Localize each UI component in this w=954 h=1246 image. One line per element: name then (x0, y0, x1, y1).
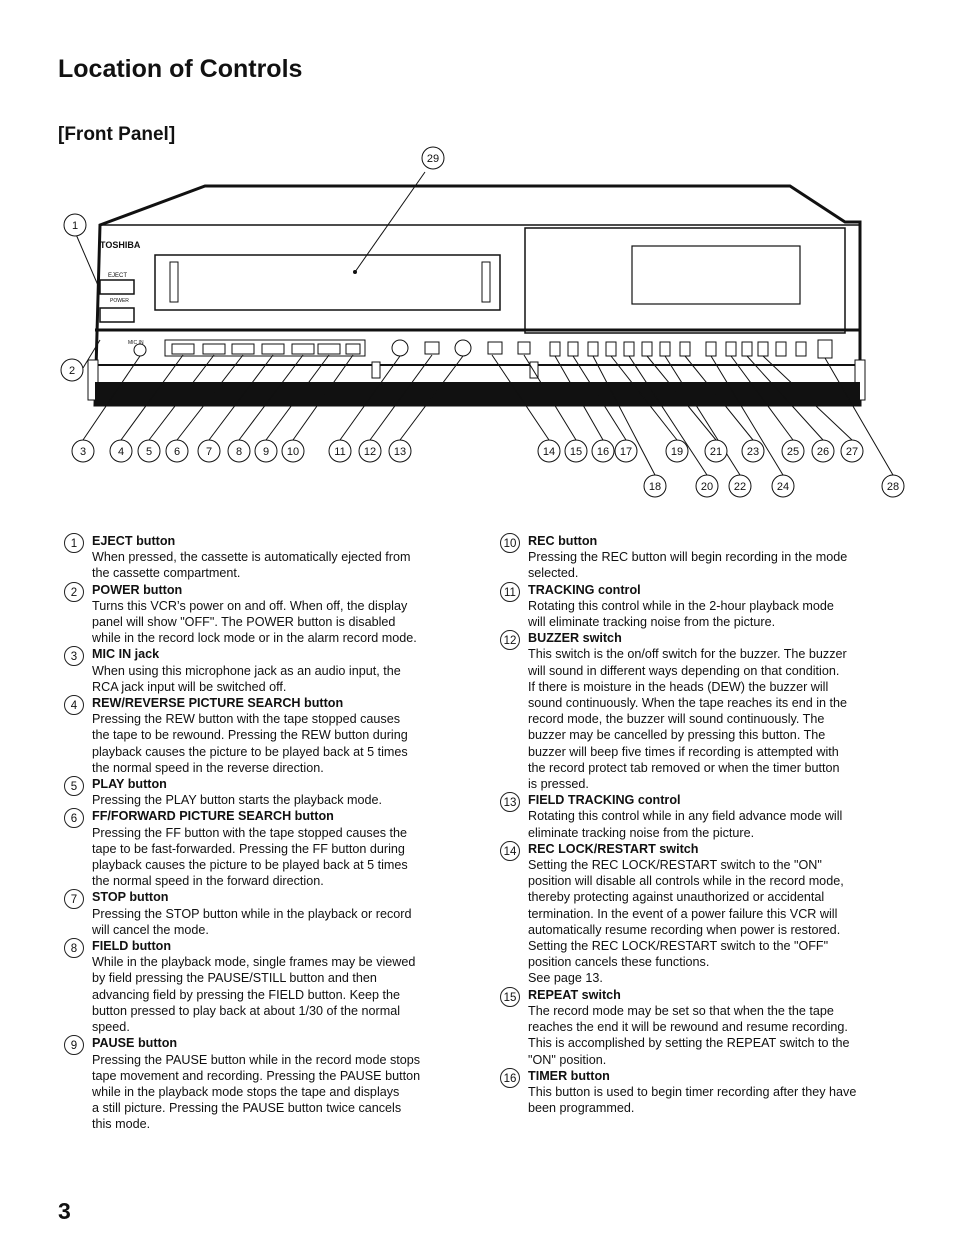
item-title: FF/FORWARD PICTURE SEARCH button (92, 809, 334, 824)
callout-number: 11 (334, 446, 346, 458)
item-description: Pressing the PLAY button starts the playback mode. (92, 793, 383, 808)
callout-number: 13 (393, 446, 407, 458)
callout-number: 7 (205, 446, 213, 458)
item-title: REW/REVERSE PICTURE SEARCH button (92, 696, 344, 711)
item-number: 5 (64, 776, 84, 796)
item-title: STOP button (92, 890, 169, 905)
callout-number: 5 (145, 446, 153, 458)
item-number: 2 (64, 582, 84, 602)
control-description (64, 646, 463, 695)
callout-number: 16 (596, 446, 610, 458)
callout-number: 29 (426, 153, 440, 165)
control-description (500, 630, 899, 792)
item-description: Turns this VCR’s power on and off. When off, the display panel will show "OFF". The POWER button is disabled while in the record lock mode or in the alarm record mode. (92, 598, 417, 646)
item-title: PLAY button (92, 777, 167, 792)
item-number: 7 (64, 889, 84, 909)
control-description (64, 938, 463, 1035)
descriptions-left-column (64, 533, 463, 1133)
control-description (500, 533, 899, 582)
callout-number: 4 (117, 446, 125, 458)
callout-number: 19 (670, 446, 684, 458)
control-description (64, 695, 463, 776)
item-description: When pressed, the cassette is automatically ejected from the cassette compartment. (92, 550, 411, 581)
item-number: 16 (500, 1068, 520, 1088)
section-subtitle: [Front Panel] (58, 124, 176, 145)
page-number: 3 (58, 1198, 71, 1224)
item-number: 12 (500, 630, 520, 650)
item-number: 1 (64, 533, 84, 553)
control-description (64, 808, 463, 889)
callout-number: 21 (709, 446, 723, 458)
item-number: 9 (64, 1035, 84, 1055)
item-number: 14 (500, 841, 520, 861)
item-title: POWER button (92, 582, 183, 597)
item-title: REPEAT switch (528, 987, 621, 1002)
item-number: 13 (500, 792, 520, 812)
callout-number: 22 (733, 481, 747, 493)
callout-number: 6 (173, 446, 181, 458)
item-description: Pressing the REC button will begin recording in the mode selected. (528, 550, 848, 581)
callout-number: 15 (569, 446, 583, 458)
item-title: REC button (528, 534, 598, 548)
control-description (64, 776, 463, 808)
item-description: While in the playback mode, single frames may be viewed by field pressing the PAUSE/STILL button and then advancing field by pressing the FIELD button. Keep the button pressed to play back at about 1/30 of the normal speed. (92, 955, 416, 1035)
callout-number: 24 (776, 481, 790, 493)
callout-number: 20 (700, 481, 714, 493)
control-description (500, 841, 899, 987)
item-description: Pressing the REW button with the tape stopped causes the tape to be rewound. Pressing the REW button during playback causes the picture to be played back at 5 times the normal speed in the reverse direction. (92, 712, 408, 775)
callout-number: 2 (68, 365, 76, 377)
item-title: REC LOCK/RESTART switch (528, 841, 699, 856)
item-description: Pressing the FF button with the tape stopped causes the tape to be fast-forwarded. Pressing the FF button during playback causes the picture to be played back at 5 times the normal speed in the forward direction. (92, 825, 408, 889)
control-description (64, 533, 463, 582)
control-description (500, 987, 899, 1068)
item-number: 15 (500, 987, 520, 1007)
callout-number: 18 (648, 481, 662, 493)
callout-number: 1 (71, 220, 79, 232)
item-title: MIC IN jack (92, 647, 160, 662)
item-number: 4 (64, 695, 84, 715)
callout-number: 9 (262, 446, 270, 458)
control-description (500, 792, 899, 841)
mic-label: MIC IN (128, 340, 144, 346)
item-title: PAUSE button (92, 1036, 178, 1051)
eject-label: EJECT (108, 273, 128, 279)
item-title: FIELD button (92, 939, 172, 954)
control-description (64, 889, 463, 938)
callout-number: 26 (816, 446, 830, 458)
item-title: TRACKING control (528, 582, 641, 597)
control-description (500, 1068, 899, 1117)
item-title: EJECT button (92, 534, 176, 548)
item-description: This switch is the on/off switch for the buzzer. The buzzer will sound in different ways depending on that condition. If there is moisture in the heads (DEW) the buzzer will sound continuously. When the tape reaches its end in the record mode, the buzzer will sound continuously. The buzzer may be cancelled by pressing this button. The buzzer will beep five times if recording is attempted with the record protect tab removed or when the timer button is pressed. (528, 647, 848, 792)
item-number: 10 (500, 533, 520, 553)
item-title: BUZZER switch (528, 631, 622, 646)
callout-number: 25 (786, 446, 800, 458)
vcr-front-panel-diagram (0, 140, 954, 510)
item-description: Rotating this control while in the 2-hour playback mode will eliminate tracking noise from the picture. (528, 598, 834, 630)
callout-number: 8 (235, 446, 243, 458)
item-description: Setting the REC LOCK/RESTART switch to the "ON" position will disable all controls while in the record mode, thereby protecting against unauthorized or accidental termination. In the event of a power failure this VCR will automatically resume recording when power is restored. Setting the REC LOCK/RESTART switch to the "OFF" position cancels these functions. See page 13. (528, 858, 844, 986)
page-title: Location of Controls (58, 55, 303, 83)
callout-number: 14 (542, 446, 556, 458)
item-title: TIMER button (528, 1068, 610, 1083)
control-description (64, 1035, 463, 1132)
control-description (500, 582, 899, 631)
item-description: Rotating this control while in any field advance mode will eliminate tracking noise from the picture. (528, 809, 843, 840)
item-description: Pressing the STOP button while in the playback or record will cancel the mode. (92, 906, 412, 937)
callout-number: 12 (363, 446, 377, 458)
descriptions-right-column (500, 533, 899, 1116)
brand-label: TOSHIBA (100, 240, 141, 250)
item-description: The record mode may be set so that when the the tape reaches the end it will be rewound and resume recording. This is accomplished by setting the REPEAT switch to the "ON" position. (528, 1003, 850, 1067)
item-number: 3 (64, 646, 84, 666)
item-description: Pressing the PAUSE button while in the record mode stops tape movement and recording. Pressing the PAUSE button while in the playback mode stops the tape and displays a still picture. Pressing the PAUSE button twice cancels this mode. (92, 1052, 421, 1132)
callout-number: 23 (746, 446, 760, 458)
item-number: 8 (64, 938, 84, 958)
item-number: 11 (500, 582, 520, 602)
callout-number: 27 (845, 446, 859, 458)
callout-number: 28 (886, 481, 900, 493)
callout-number: 3 (79, 446, 87, 458)
item-number: 6 (64, 808, 84, 828)
callout-number: 17 (619, 446, 633, 458)
item-description: This button is used to begin timer recording after they have been programmed. (528, 1084, 857, 1116)
power-label: POWER (110, 298, 129, 304)
callout-number: 10 (286, 446, 300, 458)
item-description: When using this microphone jack as an audio input, the RCA jack input will be switched off. (92, 663, 401, 694)
item-title: FIELD TRACKING control (528, 793, 681, 808)
control-description (64, 582, 463, 647)
